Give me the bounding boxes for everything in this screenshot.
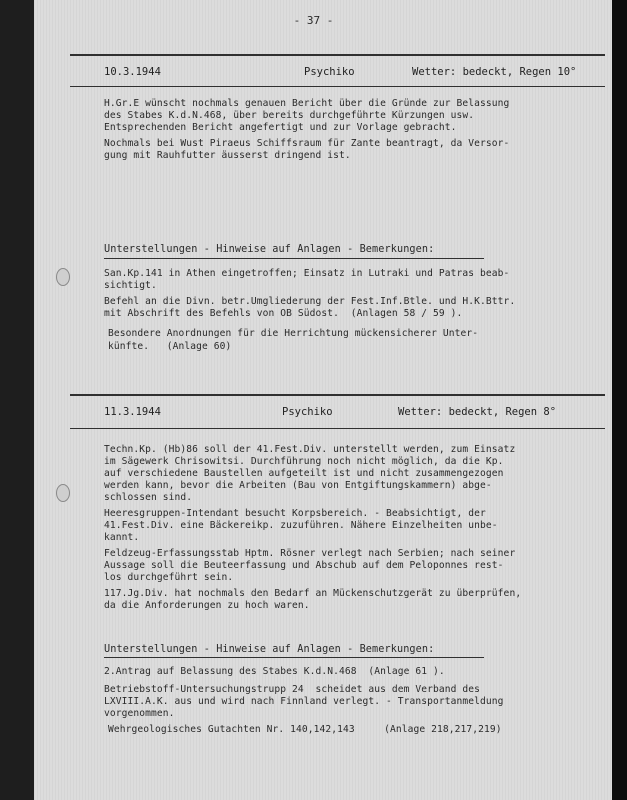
remarks-heading: Unterstellungen - Hinweise auf Anlagen - Bemerkungen: [104, 644, 435, 655]
entry-line: 117.Jg.Div. hat nochmals den Bedarf an Mückenschutzgerät zu überprüfen, [104, 588, 522, 599]
entry-weather: Wetter: bedeckt, Regen 10° [412, 66, 577, 78]
entry-line: Entsprechenden Bericht angefertigt und zur Vorlage gebracht. [104, 122, 457, 133]
remark-line: Befehl an die Divn. betr.Umgliederung der Fest.Inf.Btle. und H.K.Bttr. [104, 296, 516, 307]
entry-line: Nochmals bei Wust Piraeus Schiffsraum für Zante beantragt, da Versor- [104, 138, 510, 149]
entry-line: los durchgeführt sein. [104, 572, 234, 583]
entry-line: werden kann, bevor die Arbeiten (Bau von Entgiftungskammern) abge- [104, 480, 492, 491]
remark-line: sichtigt. [104, 280, 157, 291]
remark-line: San.Kp.141 in Athen eingetroffen; Einsatz in Lutraki und Patras beab- [104, 268, 510, 279]
entry-line: auf verschiedene Baustellen aufgeteilt ist und nicht zusammengezogen [104, 468, 504, 479]
punch-hole [56, 484, 70, 502]
page-number: - 37 - [293, 14, 334, 27]
entry-place: Psychiko [282, 406, 333, 418]
remarks-heading-rule [104, 258, 484, 259]
entry-line: schlossen sind. [104, 492, 193, 503]
entry-line: des Stabes K.d.N.468, über bereits durchgeführte Kürzungen usw. [104, 110, 475, 121]
remarks-heading-rule [104, 657, 484, 658]
entry-line: Techn.Kp. (Hb)86 soll der 41.Fest.Div. unterstellt werden, zum Einsatz [104, 444, 516, 455]
scan-edge [612, 0, 627, 800]
entry-top-rule [70, 394, 605, 396]
remark-line: vorgenommen. [104, 708, 175, 719]
remarks-heading: Unterstellungen - Hinweise auf Anlagen - Bemerkungen: [104, 244, 435, 255]
remark-line: mit Abschrift des Befehls von OB Südost. (Anlagen 58 / 59 ). [104, 308, 463, 319]
entry-line: Heeresgruppen-Intendant besucht Korpsbereich. - Beabsichtigt, der [104, 508, 486, 519]
entry-line: 41.Fest.Div. eine Bäckereikp. zuzuführen. Nähere Einzelheiten unbe- [104, 520, 498, 531]
punch-hole [56, 268, 70, 286]
entry-date: 11.3.1944 [104, 406, 161, 418]
entry-place: Psychiko [304, 66, 355, 78]
entry-line: im Sägewerk Chrisowitsi. Durchführung noch nicht möglich, da die Kp. [104, 456, 504, 467]
remark-line: LXVIII.A.K. aus und wird nach Finnland verlegt. - Transportanmeldung [104, 696, 504, 707]
entry-line: gung mit Rauhfutter äusserst dringend ist. [104, 150, 351, 161]
entry-line: Feldzeug-Erfassungsstab Hptm. Rösner verlegt nach Serbien; nach seiner [104, 548, 516, 559]
entry-line: kannt. [104, 532, 140, 543]
remark-line: 2.Antrag auf Belassung des Stabes K.d.N.468 (Anlage 61 ). [104, 666, 445, 677]
entry-line: H.Gr.E wünscht nochmals genauen Bericht über die Gründe zur Belassung [104, 98, 510, 109]
remark-line: künfte. (Anlage 60) [108, 341, 232, 352]
remark-line: Betriebstoff-Untersuchungstrupp 24 scheidet aus dem Verband des [104, 684, 481, 695]
entry-header-rule [70, 428, 605, 429]
entry-line: da die Anforderungen zu hoch waren. [104, 600, 310, 611]
remark-line: Besondere Anordnungen für die Herrichtung mückensicherer Unter- [108, 328, 479, 339]
entry-date: 10.3.1944 [104, 66, 161, 78]
entry-top-rule [70, 54, 605, 56]
entry-header-rule [70, 86, 605, 87]
entry-line: Aussage soll die Beuteerfassung und Abschub auf dem Peloponnes rest- [104, 560, 504, 571]
entry-weather: Wetter: bedeckt, Regen 8° [398, 406, 557, 418]
remark-line: Wehrgeologisches Gutachten Nr. 140,142,143 (Anlage 218,217,219) [108, 724, 502, 735]
